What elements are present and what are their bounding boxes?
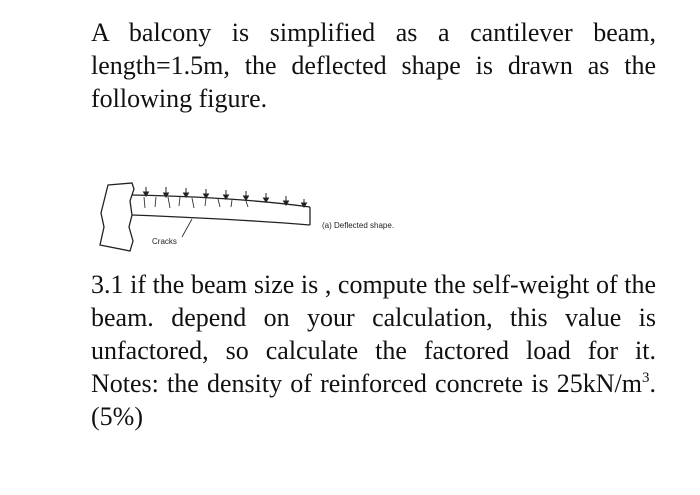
cracks-leader-line xyxy=(182,219,192,237)
cantilever-beam-diagram xyxy=(96,175,426,255)
beam-bottom-edge xyxy=(132,215,310,225)
question-intro-paragraph xyxy=(91,16,656,115)
cubic-superscript: 3 xyxy=(642,370,650,386)
deflected-shape-figure xyxy=(96,175,426,255)
cracks-label: Cracks xyxy=(152,237,177,246)
wall-support-shape xyxy=(100,183,134,251)
question-3-1-text: 3.1 if the beam size is , compute the self-weight of the beam. depend on your calculation, this value is unfactored, so calculate the factored load for it. Notes: the density of reinforced concrete is 25kN/m xyxy=(91,270,656,398)
question-3-1-tail: . (5%) xyxy=(91,369,656,431)
figure-caption: (a) Deflected shape. xyxy=(322,221,395,230)
question-intro-text: A balcony is simplified as a cantilever beam, length=1.5m, the deflected shape is drawn as the following figure. xyxy=(91,18,656,113)
question-3-1-paragraph xyxy=(91,268,656,433)
